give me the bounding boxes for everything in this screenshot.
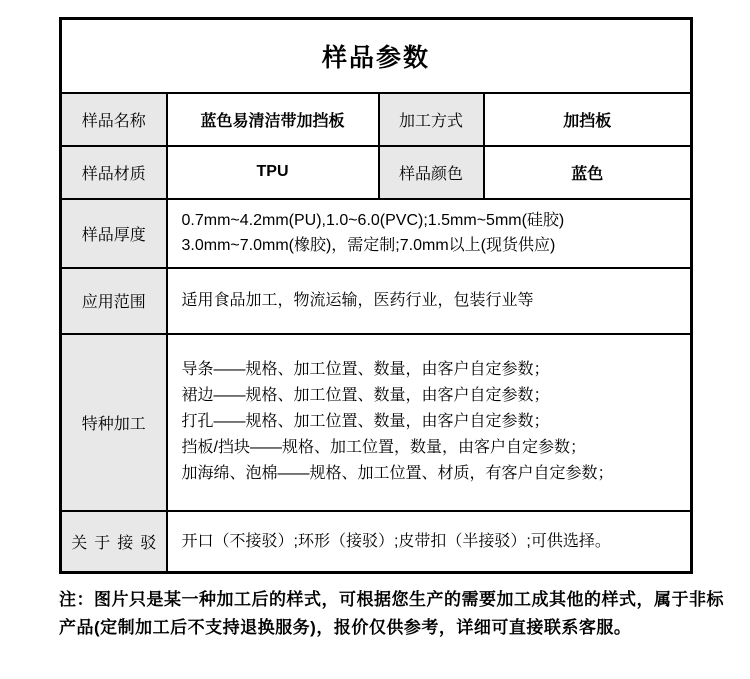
thickness-label: 样品厚度 [61, 199, 167, 268]
footnote [59, 586, 724, 642]
sample-name-label: 样品名称 [61, 93, 167, 146]
application-value: 适用食品加工，物流运输，医药行业，包装行业等 [167, 268, 692, 334]
special-line-sponge-foam: 加海绵、泡棉——规格、加工位置、材质，有客户自定参数； [181, 465, 614, 482]
row-application [61, 268, 692, 334]
sample-material-value: TPU [167, 146, 379, 199]
table-title: 样品参数 [61, 19, 692, 93]
table-title-row [61, 19, 692, 93]
special-processing-label: 特种加工 [61, 334, 167, 511]
row-thickness [61, 199, 692, 268]
thickness-value [167, 199, 692, 268]
row-material-color [61, 146, 692, 199]
sample-material-label: 样品材质 [61, 146, 167, 199]
thickness-line-2: 3.0mm~7.0mm(橡胶)，需定制;7.0mm以上(现货供应) [181, 237, 556, 254]
footnote-line-2: 产品(定制加工后不支持退换服务)，报价仅供参考，详细可直接联系客服。 [59, 618, 632, 637]
process-method-value: 加挡板 [484, 93, 692, 146]
process-method-label: 加工方式 [379, 93, 484, 146]
application-label: 应用范围 [61, 268, 167, 334]
row-joint [61, 511, 692, 573]
row-special-processing [61, 334, 692, 511]
thickness-line-1: 0.7mm~4.2mm(PU),1.0~6.0(PVC);1.5mm~5mm(硅胶) [181, 212, 565, 229]
special-processing-value [167, 334, 692, 511]
special-line-baffle-block: 挡板/挡块——规格、加工位置，数量，由客户自定参数； [181, 439, 586, 456]
row-name-process [61, 93, 692, 146]
sample-color-value: 蓝色 [484, 146, 692, 199]
joint-label: 关于接驳 [61, 511, 167, 573]
sample-parameters-table [59, 17, 693, 574]
joint-value: 开口（不接驳）;环形（接驳）;皮带扣（半接驳）;可供选择。 [167, 511, 692, 573]
sample-name-value: 蓝色易清洁带加挡板 [167, 93, 379, 146]
sample-color-label: 样品颜色 [379, 146, 484, 199]
special-line-guide-strip: 导条——规格、加工位置、数量，由客户自定参数； [181, 361, 550, 378]
special-line-skirt-edge: 裙边——规格、加工位置、数量，由客户自定参数； [181, 387, 550, 404]
special-line-punching: 打孔——规格、加工位置、数量，由客户自定参数； [181, 413, 550, 430]
footnote-line-1: 注：图片只是某一种加工后的样式，可根据您生产的需要加工成其他的样式，属于非标 [59, 590, 724, 609]
